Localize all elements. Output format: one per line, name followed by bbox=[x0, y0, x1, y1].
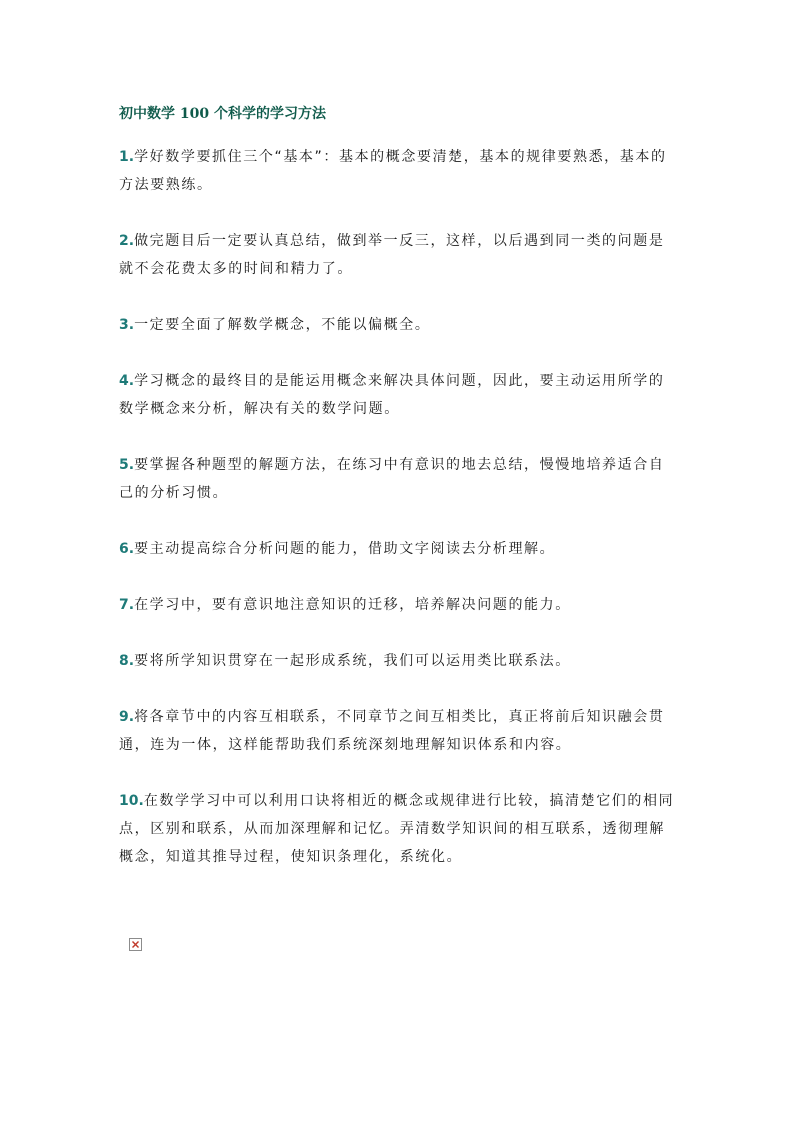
list-item bbox=[119, 367, 675, 423]
item-number: 5. bbox=[119, 457, 135, 473]
item-text: 要主动提高综合分析问题的能力，借助文字阅读去分析理解。 bbox=[134, 541, 556, 557]
item-text: 将各章节中的内容互相联系，不同章节之间互相类比，真正将前后知识融会贯通，连为一体，这样能帮助我们系统深刻地理解知识体系和内容。 bbox=[119, 709, 665, 753]
item-text: 做完题目后一定要认真总结，做到举一反三，这样，以后遇到同一类的问题是就不会花费太多的时间和精力了。 bbox=[119, 233, 665, 277]
list-item bbox=[119, 703, 675, 759]
broken-image-placeholder bbox=[129, 938, 142, 951]
item-text: 一定要全面了解数学概念，不能以偏概全。 bbox=[134, 317, 431, 333]
item-number: 3. bbox=[119, 317, 135, 333]
item-text: 要掌握各种题型的解题方法，在练习中有意识的地去总结，慢慢地培养适合自己的分析习惯。 bbox=[119, 457, 665, 501]
item-text: 学习概念的最终目的是能运用概念来解决具体问题，因此，要主动运用所学的数学概念来分析，解决有关的数学问题。 bbox=[119, 373, 665, 417]
item-number: 1. bbox=[119, 149, 135, 165]
page-title: 初中数学 100 个科学的学习方法 bbox=[119, 106, 326, 122]
item-text: 在数学学习中可以利用口诀将相近的概念或规律进行比较，搞清楚它们的相同点，区别和联系，从而加深理解和记忆。弄清数学知识间的相互联系，透彻理解概念，知道其推导过程，使知识条理化，系统化。 bbox=[119, 793, 675, 865]
item-number: 8. bbox=[119, 653, 135, 669]
broken-image-icon bbox=[132, 941, 139, 948]
list-item bbox=[119, 451, 675, 507]
list-item bbox=[119, 591, 675, 619]
item-text: 学好数学要抓住三个“基本”：基本的概念要清楚，基本的规律要熟悉，基本的方法要熟练。 bbox=[119, 149, 667, 193]
list-item bbox=[119, 143, 675, 199]
list-item bbox=[119, 535, 675, 563]
item-number: 7. bbox=[119, 597, 135, 613]
list-item bbox=[119, 647, 675, 675]
item-number: 9. bbox=[119, 709, 135, 725]
item-text: 在学习中，要有意识地注意知识的迁移，培养解决问题的能力。 bbox=[134, 597, 571, 613]
list-item bbox=[119, 227, 675, 283]
item-text: 要将所学知识贯穿在一起形成系统，我们可以运用类比联系法。 bbox=[134, 653, 571, 669]
item-number: 10. bbox=[119, 793, 144, 809]
item-number: 6. bbox=[119, 541, 135, 557]
list-item bbox=[119, 787, 675, 871]
list-item bbox=[119, 311, 675, 339]
item-number: 2. bbox=[119, 233, 135, 249]
item-number: 4. bbox=[119, 373, 135, 389]
